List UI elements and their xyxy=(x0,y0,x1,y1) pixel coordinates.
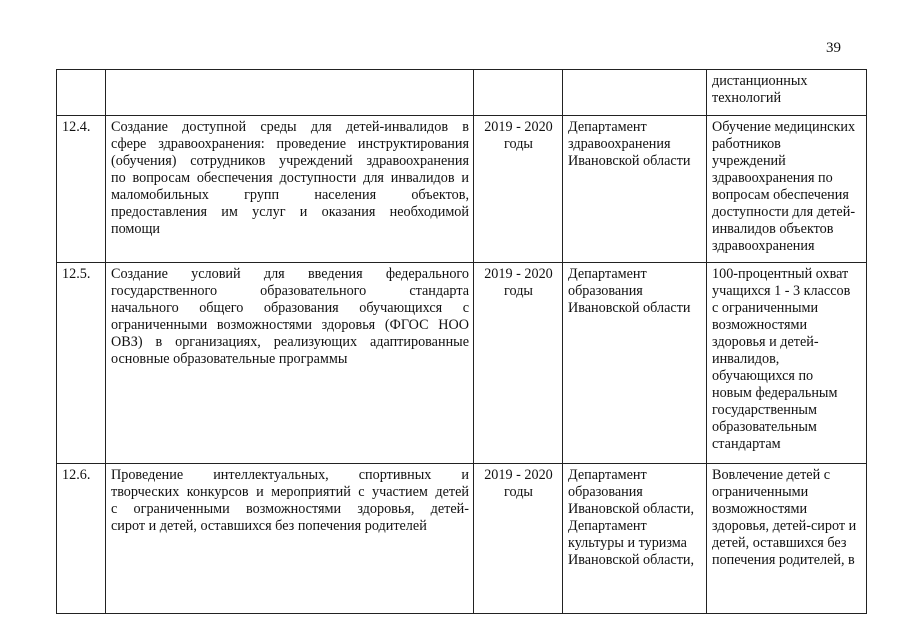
cell-text-line: Создание доступной среды для детей-инвалидов в xyxy=(111,119,469,135)
cell-result xyxy=(707,70,867,116)
cell-text-line: образования xyxy=(568,283,643,299)
cell-text-line: Департамент xyxy=(568,119,647,135)
cell-executor xyxy=(563,263,707,464)
cell-number: 12.6. xyxy=(57,464,106,614)
cell-text-line: здравоохранения xyxy=(568,136,671,152)
cell-term xyxy=(474,263,563,464)
cell-text-line: Департамент xyxy=(568,518,647,534)
cell-description xyxy=(106,70,474,116)
cell-result xyxy=(707,116,867,263)
cell-text-line: здравоохранения по xyxy=(712,170,833,186)
cell-text-line: Создание условий для введения федерального xyxy=(111,266,469,282)
cell-description xyxy=(106,464,474,614)
cell-text-line: Департамент xyxy=(568,467,647,483)
cell-executor xyxy=(563,464,707,614)
cell-text-line: годы xyxy=(504,283,533,299)
cell-text-line: начального общего образования обучающихся с xyxy=(111,300,469,316)
cell-executor xyxy=(563,70,707,116)
table-row xyxy=(57,464,867,614)
cell-text-line: помощи xyxy=(111,221,161,237)
cell-text-line: творческих конкурсов и мероприятий с участием детей xyxy=(111,484,469,500)
cell-result xyxy=(707,263,867,464)
cell-text-line: 2019 - 2020 xyxy=(484,119,553,135)
cell-text-line: с ограниченными xyxy=(712,300,819,316)
cell-text-line: по вопросам обеспечения доступности для инвалидов и xyxy=(111,170,469,186)
cell-text-line: Ивановской области xyxy=(568,153,691,169)
cell-executor xyxy=(563,116,707,263)
cell-term xyxy=(474,116,563,263)
cell-text-line: детей, оставшихся без xyxy=(712,535,847,551)
cell-text-line: доступности для детей- xyxy=(712,204,856,220)
cell-number xyxy=(57,70,106,116)
cell-result xyxy=(707,464,867,614)
cell-text-line: сфере здравоохранения: проведение инструктирования xyxy=(111,136,469,152)
cell-text-line: новым федеральным xyxy=(712,385,838,401)
cell-text-line: Ивановской области, xyxy=(568,501,695,517)
cell-text-line: учреждений xyxy=(712,153,786,169)
cell-description xyxy=(106,116,474,263)
cell-text-line: (обучения) сотрудников учреждений здравоохранения xyxy=(111,153,469,169)
cell-text-line: маломобильных групп населения объектов, xyxy=(111,187,469,203)
cell-term xyxy=(474,70,563,116)
cell-text-line: 100-процентный охват xyxy=(712,266,849,282)
cell-text-line: возможностями xyxy=(712,501,808,517)
cell-text-line: культуры и туризма xyxy=(568,535,687,551)
cell-text-line: инвалидов, xyxy=(712,351,780,367)
cell-text-line: здравоохранения xyxy=(712,238,815,254)
cell-text-line: образования xyxy=(568,484,643,500)
table-row xyxy=(57,263,867,464)
page-number: 39 xyxy=(826,40,841,56)
cell-text-line: дистанционных xyxy=(712,73,808,89)
cell-text-line: Ивановской области xyxy=(568,300,691,316)
cell-text-line: годы xyxy=(504,484,533,500)
cell-text-line: Вовлечение детей с xyxy=(712,467,831,483)
cell-text-line: инвалидов объектов xyxy=(712,221,834,237)
cell-text-line: годы xyxy=(504,136,533,152)
cell-text-line: возможностями xyxy=(712,317,808,333)
table-row xyxy=(57,70,867,116)
cell-number: 12.4. xyxy=(57,116,106,263)
cell-text-line: здоровья, детей-сирот и xyxy=(712,518,857,534)
cell-text-line: сирот и детей, оставшихся без попечения родителей xyxy=(111,518,427,534)
cell-text-line: ограниченными возможностями здоровья (ФГОС НОО xyxy=(111,317,469,333)
cell-text-line: государственным xyxy=(712,402,817,418)
cell-text-line: Департамент xyxy=(568,266,647,282)
measures-table xyxy=(56,69,867,614)
cell-text-line: образовательным xyxy=(712,419,817,435)
cell-text-line: Проведение интеллектуальных, спортивных и xyxy=(111,467,469,483)
cell-text-line: ограниченными xyxy=(712,484,809,500)
cell-text-line: технологий xyxy=(712,90,782,106)
cell-description xyxy=(106,263,474,464)
cell-term xyxy=(474,464,563,614)
cell-text-line: Ивановской области, xyxy=(568,552,695,568)
cell-text-line: 2019 - 2020 xyxy=(484,467,553,483)
cell-number: 12.5. xyxy=(57,263,106,464)
cell-text-line: попечения родителей, в xyxy=(712,552,855,568)
cell-text-line: основные образовательные программы xyxy=(111,351,348,367)
cell-text-line: стандартам xyxy=(712,436,781,452)
table-row xyxy=(57,116,867,263)
cell-text-line: государственного образовательного стандарта xyxy=(111,283,469,299)
cell-text-line: предоставления им услуг и оказания необходимой xyxy=(111,204,469,220)
cell-text-line: учащихся 1 - 3 классов xyxy=(712,283,851,299)
cell-text-line: Обучение медицинских xyxy=(712,119,856,135)
cell-text-line: с ограниченными возможностями здоровья, детей- xyxy=(111,501,469,517)
cell-text-line: 2019 - 2020 xyxy=(484,266,553,282)
cell-text-line: здоровья и детей- xyxy=(712,334,819,350)
cell-text-line: работников xyxy=(712,136,781,152)
cell-text-line: обучающихся по xyxy=(712,368,814,384)
cell-text-line: ОВЗ) в организациях, реализующих адаптированные xyxy=(111,334,469,350)
cell-text-line: вопросам обеспечения xyxy=(712,187,849,203)
